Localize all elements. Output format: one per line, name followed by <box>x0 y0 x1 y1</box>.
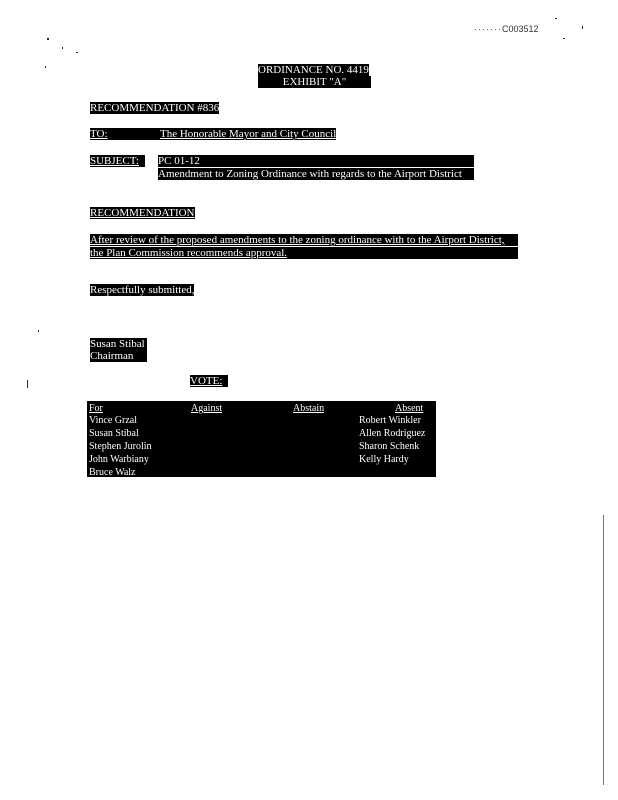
scan-speck <box>62 47 63 49</box>
recommendation-heading: RECOMMENDATION <box>90 207 195 219</box>
scan-speck <box>563 38 565 39</box>
scan-speck <box>45 66 46 68</box>
vote-for-name: Stephen Jurolin <box>89 441 152 452</box>
subject-line-1: PC 01-12 <box>158 155 474 167</box>
scan-speck <box>76 52 78 53</box>
bates-number-text: C003512 <box>501 24 539 34</box>
vote-for-name: John Warbiany <box>89 454 149 465</box>
vote-for-name: Vince Grzal <box>89 415 137 426</box>
vote-absent-name: Allen Rodriguez <box>359 428 426 439</box>
vote-absent-name: Robert Winkler <box>359 415 421 426</box>
to-label: TO: <box>90 128 160 140</box>
recommendation-text-line-2: the Plan Commission recommends approval. <box>90 247 518 259</box>
scan-speck <box>47 38 49 40</box>
bates-leader: ······· <box>474 24 502 34</box>
closing-text: Respectfully submitted, <box>90 284 195 296</box>
exhibit-label: EXHIBIT "A" <box>258 76 371 88</box>
subject-line-2: Amendment to Zoning Ordinance with regards to the Airport District <box>158 168 474 180</box>
signature-name: Susan Stibal <box>90 338 147 350</box>
scan-speck <box>27 380 28 388</box>
vote-absent-name: Sharon Schenk <box>359 441 420 452</box>
vote-for-name: Bruce Walz <box>89 467 136 478</box>
scan-speck <box>555 18 557 19</box>
recommendation-number: RECOMMENDATION #836 <box>90 102 220 114</box>
vote-header-against: Against <box>191 403 223 414</box>
vote-for-name: Susan Stibal <box>89 428 139 439</box>
vote-header-for: For <box>89 403 103 414</box>
vote-table <box>87 401 436 477</box>
bates-number <box>474 24 539 34</box>
ordinance-number: ORDINANCE NO. 4419 <box>258 64 369 76</box>
to-value: The Honorable Mayor and City Council <box>160 128 337 140</box>
vote-header-absent: Absent <box>395 403 424 414</box>
scan-speck <box>38 330 39 332</box>
vote-absent-name: Kelly Hardy <box>359 454 409 465</box>
vote-heading: VOTE: <box>190 375 228 387</box>
scan-speck <box>582 26 583 29</box>
vote-header-abstain: Abstain <box>293 403 325 414</box>
scan-edge-line <box>603 515 604 785</box>
signature-title: Chairman <box>90 350 147 362</box>
subject-label: SUBJECT: <box>90 155 145 167</box>
recommendation-text-line-1: After review of the proposed amendments to the zoning ordinance with to the Airport District, <box>90 234 518 246</box>
